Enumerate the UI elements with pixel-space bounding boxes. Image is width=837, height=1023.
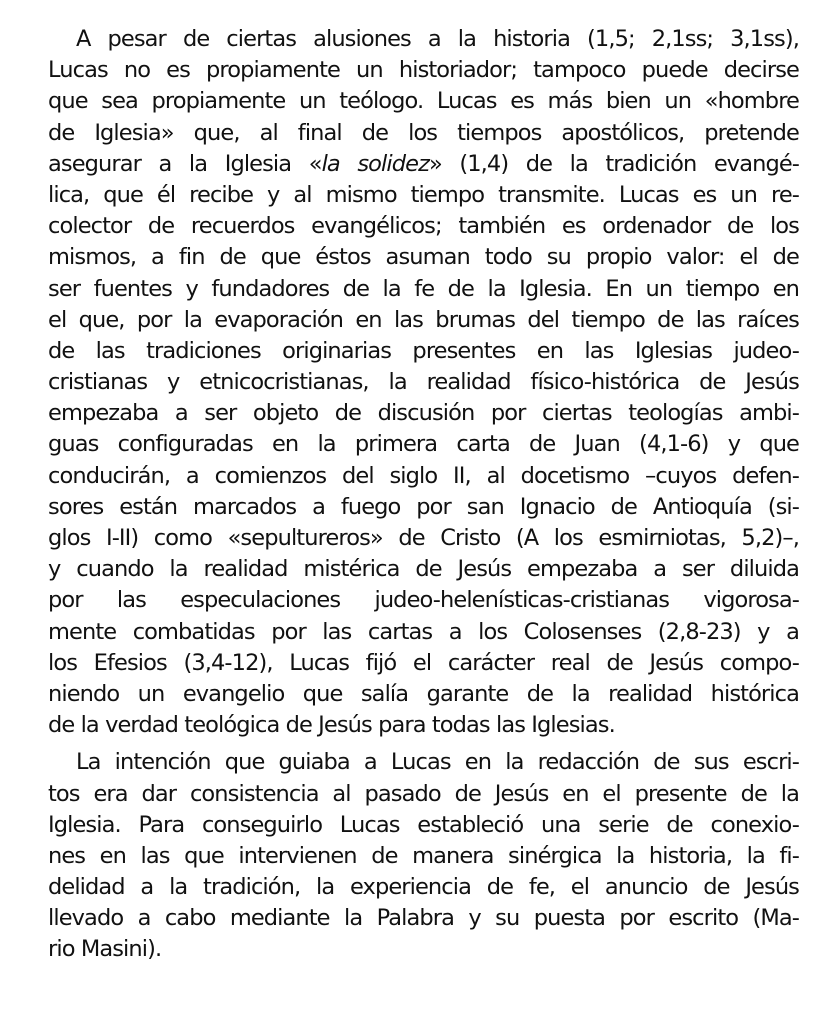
text-line: y cuando la realidad mistérica de Jesús empezaba a ser diluida	[48, 556, 799, 583]
text-line: niendo un evangelio que salía garante de la realidad histórica	[48, 680, 799, 707]
text-line: A pesar de ciertas alusiones a la historia (1,5; 2,1ss; 3,1ss),	[76, 26, 799, 52]
text-line: llevado a cabo mediante la Palabra y su puesta por escrito (Ma-	[48, 905, 799, 932]
paragraph-1	[48, 24, 799, 741]
text-line: sores están marcados a fuego por san Ignacio de Antioquía (si-	[48, 493, 799, 520]
text-line: nes en las que intervienen de manera sinérgica la historia, la fi-	[48, 842, 799, 869]
text-line: colector de recuerdos evangélicos; también es ordenador de los	[48, 213, 799, 240]
text-line: guas configuradas en la primera carta de Juan (4,1-6) y que	[48, 431, 799, 458]
text-segment: asegurar a la Iglesia «	[48, 150, 322, 177]
text-line: conducirán, a comienzos del siglo II, al docetismo –cuyos defen-	[48, 462, 799, 489]
text-line: de la verdad teológica de Jesús para todas las Iglesias.	[48, 712, 615, 739]
text-segment: » (1,4) de la tradición evangé-	[428, 150, 799, 177]
text-line: ser fuentes y fundadores de la fe de la Iglesia. En un tiempo en	[48, 275, 799, 302]
paragraph-2	[48, 747, 799, 965]
text-line: mismos, a fin de que éstos asuman todo su propio valor: el de	[48, 244, 799, 271]
text-line: de Iglesia» que, al final de los tiempos apostólicos, pretende	[48, 119, 799, 146]
document-page	[48, 24, 799, 966]
text-line: tos era dar consistencia al pasado de Jesús en el presente de la	[48, 780, 799, 807]
italic-quote: la solidez	[321, 150, 429, 177]
text-line: La intención que guiaba a Lucas en la redacción de sus escri-	[76, 749, 799, 776]
text-line: Iglesia. Para conseguirlo Lucas estableció una serie de conexio-	[48, 811, 799, 838]
text-line: lica, que él recibe y al mismo tiempo transmite. Lucas es un re-	[48, 181, 799, 208]
text-line-with-italic	[48, 149, 799, 180]
text-line: glos I-II) como «sepultureros» de Cristo (A los esmirniotas, 5,2)–,	[48, 525, 799, 551]
text-line: que sea propiamente un teólogo. Lucas es más bien un «hombre	[48, 88, 799, 115]
text-line: los Efesios (3,4-12), Lucas fijó el carácter real de Jesús compo-	[48, 649, 799, 676]
text-line: el que, por la evaporación en las brumas del tiempo de las raíces	[48, 306, 799, 333]
text-line: por las especulaciones judeo-helenísticas-cristianas vigorosa-	[48, 587, 799, 614]
text-line: rio Masini).	[48, 936, 162, 963]
text-line: de las tradiciones originarias presentes en las Iglesias judeo-	[48, 337, 799, 364]
text-line: cristianas y etnicocristianas, la realidad físico-histórica de Jesús	[48, 369, 799, 396]
text-line: empezaba a ser objeto de discusión por ciertas teologías ambi-	[48, 400, 799, 427]
text-line: mente combatidas por las cartas a los Colosenses (2,8-23) y a	[48, 618, 799, 645]
text-line: delidad a la tradición, la experiencia de fe, el anuncio de Jesús	[48, 874, 799, 901]
text-line: Lucas no es propiamente un historiador; tampoco puede decirse	[48, 57, 799, 84]
